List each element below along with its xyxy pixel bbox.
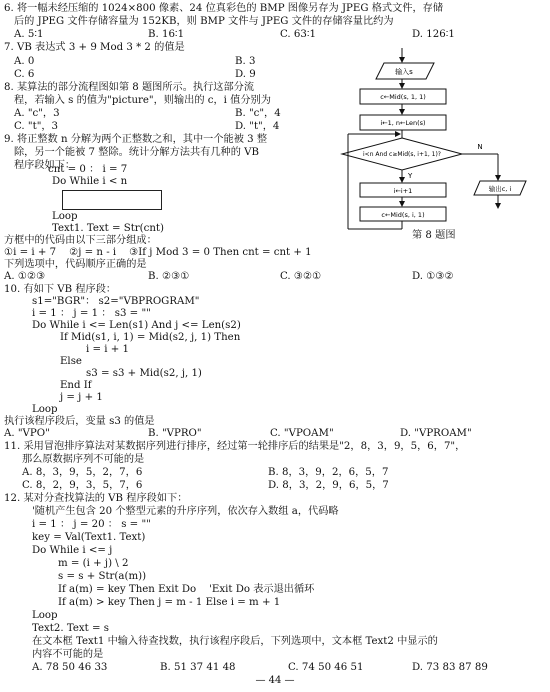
q10-code-line: Else xyxy=(60,356,82,367)
q9-code1: cnt = 0 ： i = 7 xyxy=(48,164,128,175)
q9-option-c: C. ③②① xyxy=(280,271,322,282)
q10-code-line: End If xyxy=(60,380,92,391)
q12-option-c: C. 74 50 46 51 xyxy=(288,662,364,673)
q10-code-line: j = j + 1 xyxy=(60,392,103,403)
q6-line2: 后的 JPEG 文件存储容量为 152KB，则 BMP 文件与 JPEG 文件的存储容量比约为 xyxy=(14,16,394,27)
q11-line1: 11. 采用冒泡排序算法对某数据序列进行排序，经过第一轮排序后的结果是"2，8，3，9，5，6，7"， xyxy=(4,441,466,452)
q10-code-line: Loop xyxy=(32,404,58,415)
q10-option-b: B. "VPRO" xyxy=(148,428,202,439)
q9-line6: 下列选项中，代码顺序正确的是 xyxy=(4,259,147,270)
q10-option-d: D. "VPROAM" xyxy=(400,428,472,439)
q8-option-d: D. "t"，4 xyxy=(235,121,280,132)
q9-option-a: A. ①②③ xyxy=(4,271,46,282)
q7-option-d: D. 9 xyxy=(235,69,256,80)
q9-line2: 除，另一个能被 7 整除。统计分解方法共有几种的 VB xyxy=(14,147,259,158)
q8-option-c: C. "t"，3 xyxy=(14,121,59,132)
q11-line2: 那么原数据序列不可能的是 xyxy=(22,454,145,465)
flowchart-step1: c←Mid(s, 1, 1) xyxy=(380,93,426,101)
flowchart-output: 输出c, i xyxy=(488,185,512,193)
q8-line1: 8. 某算法的部分流程图如第 8 题图所示。执行这部分流 xyxy=(4,82,255,93)
q9-option-d: D. ①③② xyxy=(412,271,454,282)
q8-option-a: A. "c"，3 xyxy=(14,108,60,119)
q12-line3: 内容不可能的是 xyxy=(32,649,104,660)
q12-line1: 12. 某对分查找算法的 VB 程序段如下： xyxy=(4,493,188,504)
q8-option-b: B. "c"，4 xyxy=(235,108,281,119)
q12-line2: 在文本框 Text1 中输入待查找数，执行该程序段后，下列选项中，文本框 Text2 中显示的 xyxy=(32,636,438,647)
q10-option-c: C. "VPOAM" xyxy=(270,428,334,439)
flowchart-no-label: N xyxy=(477,143,483,151)
q12-option-d: D. 73 83 87 89 xyxy=(412,662,488,673)
q12-code-line: Loop xyxy=(32,610,58,621)
q10-code-line: If Mid(s1, i, 1) = Mid(s2, j, 1) Then xyxy=(60,332,241,343)
q6-option-a: A. 5∶1 xyxy=(14,29,44,40)
q6-option-d: D. 126∶1 xyxy=(412,29,455,40)
flowchart-caption: 第 8 题图 xyxy=(412,230,456,241)
flowchart-input: 输入s xyxy=(395,68,413,76)
q12-option-b: B. 51 37 41 48 xyxy=(160,662,236,673)
q12-code-line: '随机产生包含 20 个整型元素的升序序列，依次存入数组 a，代码略 xyxy=(32,506,339,517)
q6-line1: 6. 将一幅未经压缩的 1024×800 像素、24 位真彩色的 BMP 图像另存为 JPEG 格式文件，存储 xyxy=(4,3,444,14)
q6-option-c: C. 63∶1 xyxy=(280,29,317,40)
q12-code-line: If a(m) > key Then j = m - 1 Else i = m + 1 xyxy=(58,597,281,608)
flowchart-step4: c←Mid(s, i, 1) xyxy=(381,211,425,219)
q12-code-line: If a(m) = key Then Exit Do 'Exit Do 表示退出循环 xyxy=(58,584,315,595)
q7-stem: 7. VB 表达式 3 + 9 Mod 3 * 2 的值是 xyxy=(4,42,185,53)
q12-code-line: i = 1 ： j = 20 ： s = "" xyxy=(32,519,151,530)
q12-code-line: m = (i + j) \ 2 xyxy=(58,558,129,569)
q11-option-a: A. 8，3，9，5，2，7，6 xyxy=(22,467,143,478)
q9-line3: 程序段如下： xyxy=(14,160,76,171)
q9-code3: Loop xyxy=(52,211,78,222)
q10-code-line: i = i + 1 xyxy=(86,344,130,355)
q12-code-line: Text2. Text = s xyxy=(32,623,109,634)
q10-code-line: Do While i <= Len(s1) And j <= Len(s2) xyxy=(32,320,241,331)
q10-line2: 执行该程序段后，变量 s3 的值是 xyxy=(4,416,155,427)
q9-line5: ①i = i + 7 ②j = n - i ③If j Mod 3 = 0 Then cnt = cnt + 1 xyxy=(4,247,312,258)
q11-option-c: C. 8，2，9，3，5，7，6 xyxy=(22,480,143,491)
q9-code4: Text1. Text = Str(cnt) xyxy=(52,223,164,234)
q7-option-a: A. 0 xyxy=(14,56,35,67)
q11-option-b: B. 8，3，9，2，6，5，7 xyxy=(268,467,389,478)
q10-code-line: s1="BGR"： s2="VBPROGRAM" xyxy=(32,296,200,307)
q12-code-line: s = s + Str(a(m)) xyxy=(58,571,147,582)
page-number: — 44 — xyxy=(255,675,295,686)
q12-option-a: A. 78 50 46 33 xyxy=(32,662,108,673)
q12-code-line: key = Val(Text1. Text) xyxy=(32,532,146,543)
q9-line1: 9. 将正整数 n 分解为两个正整数之和，其中一个能被 3 整 xyxy=(4,134,268,145)
q9-option-b: B. ②③① xyxy=(148,271,190,282)
q9-blank-box xyxy=(62,190,162,210)
flowchart-step3: i←i+1 xyxy=(393,187,413,195)
q12-code-line: Do While i <= j xyxy=(32,545,113,556)
q10-code-line: i = 1 ： j = 1 ： s3 = "" xyxy=(32,308,151,319)
q10-line1: 10. 有如下 VB 程序段： xyxy=(4,284,117,295)
q8-line2: 程，若输入 s 的值为"picture"，则输出的 c，i 值分别为 xyxy=(14,95,271,106)
q11-option-d: D. 8，3，2，9，6，5，7 xyxy=(268,480,389,491)
flowchart-decision: i<n And c≥Mid(s, i+1, 1)? xyxy=(363,151,441,158)
flowchart-step2: i←1, n←Len(s) xyxy=(380,119,426,127)
q7-option-c: C. 6 xyxy=(14,69,35,80)
flowchart-yes-label: Y xyxy=(408,172,413,180)
q10-code-line: s3 = s3 + Mid(s2, j, 1) xyxy=(86,368,202,379)
q7-option-b: B. 3 xyxy=(235,56,256,67)
q9-code2: Do While i < n xyxy=(52,176,128,187)
flowchart-q8 xyxy=(340,48,540,243)
q9-line4: 方框中的代码由以下三部分组成： xyxy=(4,235,157,246)
q6-option-b: B. 16∶1 xyxy=(148,29,185,40)
q10-option-a: A. "VPO" xyxy=(4,428,50,439)
